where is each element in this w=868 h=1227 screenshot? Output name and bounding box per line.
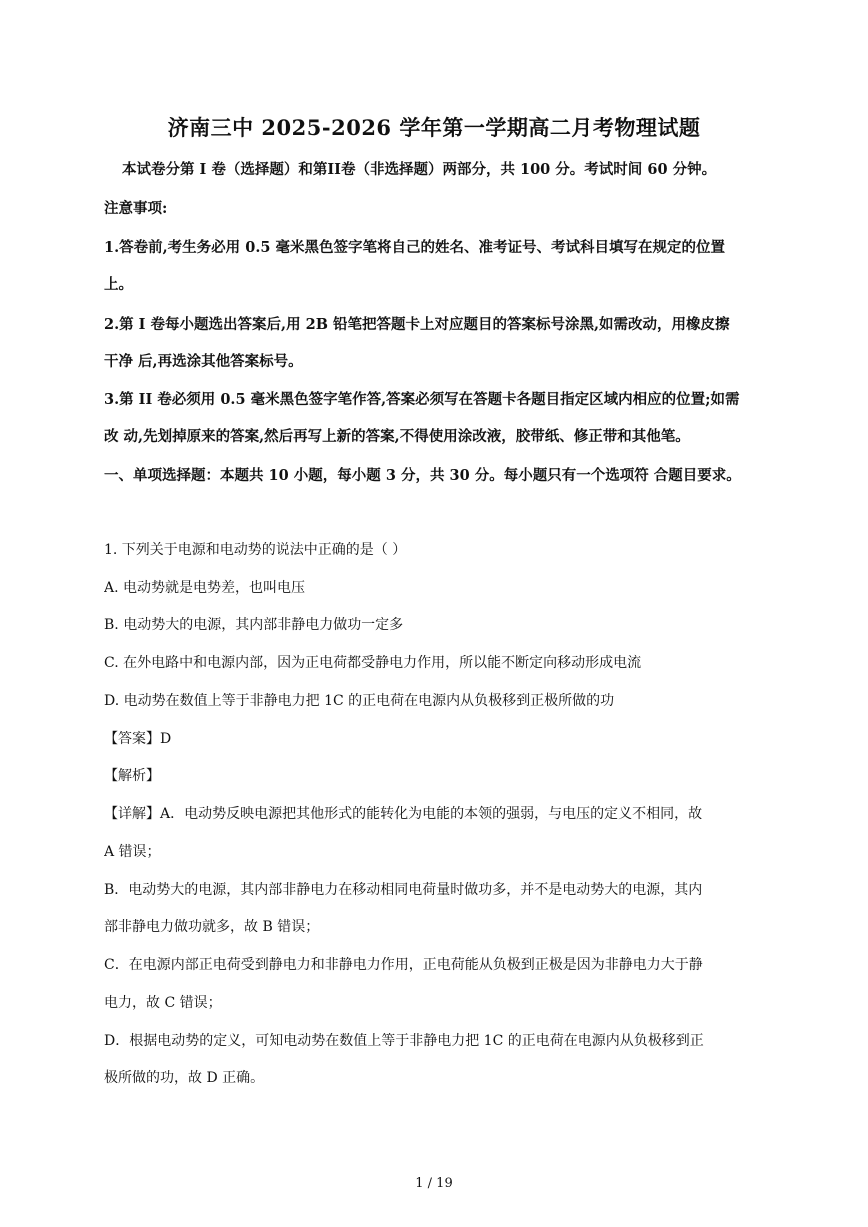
page-title: 济南三中 2025-2026 学年第一学期高二月考物理试题 bbox=[167, 115, 701, 140]
question-1-option-d: D. 电动势在数值上等于非静电力把 1C 的正电荷在电源内从负极移到正极所做的功 bbox=[104, 693, 615, 709]
detail-d-line-2: 极所做的功，故 D 正确。 bbox=[104, 1070, 265, 1086]
exam-intro: 本试卷分第 I 卷（选择题）和第II卷（非选择题）两部分，共 100 分。考试时间 60 分钟。 bbox=[122, 161, 717, 178]
question-1-answer: 【答案】D bbox=[104, 731, 172, 747]
detail-a-line-2: A 错误； bbox=[104, 844, 161, 860]
question-1-option-b: B. 电动势大的电源，其内部非静电力做功一定多 bbox=[104, 617, 404, 633]
note-2-line-2: 干净 后,再选涂其他答案标号。 bbox=[104, 353, 303, 370]
notes-heading: 注意事项: bbox=[104, 200, 168, 217]
detail-a-line-1: 【详解】A．电动势反映电源把其他形式的能转化为电能的本领的强弱，与电压的定义不相同，故 bbox=[104, 806, 703, 822]
page-number: 1 / 19 bbox=[415, 1176, 453, 1191]
analysis-heading: 【解析】 bbox=[104, 768, 160, 784]
detail-c-line-2: 电力，故 C 错误； bbox=[104, 995, 222, 1011]
detail-b-line-1: B．电动势大的电源，其内部非静电力在移动相同电荷量时做功多，并不是电动势大的电源，其内 bbox=[104, 882, 703, 898]
detail-b-line-2: 部非静电力做功就多，故 B 错误； bbox=[104, 919, 320, 935]
detail-c-line-1: C．在电源内部正电荷受到静电力和非静电力作用，正电荷能从负极到正极是因为非静电力大于静 bbox=[104, 957, 703, 973]
note-2-line-1: 2.第 I 卷每小题选出答案后,用 2B 铅笔把答题卡上对应题目的答案标号涂黑,如需改动，用橡皮擦 bbox=[104, 316, 730, 333]
note-1-line-2: 上。 bbox=[104, 276, 133, 293]
question-1-option-c: C. 在外电路中和电源内部，因为正电荷都受静电力作用，所以能不断定向移动形成电流 bbox=[104, 655, 642, 671]
note-3-line-2: 改 动,先划掉原来的答案,然后再写上新的答案,不得使用涂改液，胶带纸、修正带和其他笔。 bbox=[104, 428, 690, 445]
question-1-stem: 1. 下列关于电源和电动势的说法中正确的是（ ） bbox=[104, 542, 407, 558]
detail-d-line-1: D．根据电动势的定义，可知电动势在数值上等于非静电力把 1C 的正电荷在电源内从负极移到正 bbox=[104, 1033, 704, 1049]
note-1-line-1: 1.答卷前,考生务必用 0.5 毫米黑色签字笔将自己的姓名、准考证号、考试科目填写在规定的位置 bbox=[104, 239, 726, 256]
section-1-heading: 一、单项选择题：本题共 10 小题，每小题 3 分，共 30 分。每小题只有一个选项符 合题目要求。 bbox=[104, 467, 741, 484]
note-3-line-1: 3.第 II 卷必须用 0.5 毫米黑色签字笔作答,答案必须写在答题卡各题目指定区域内相应的位置;如需 bbox=[104, 391, 740, 408]
question-1-option-a: A. 电动势就是电势差，也叫电压 bbox=[104, 580, 306, 596]
